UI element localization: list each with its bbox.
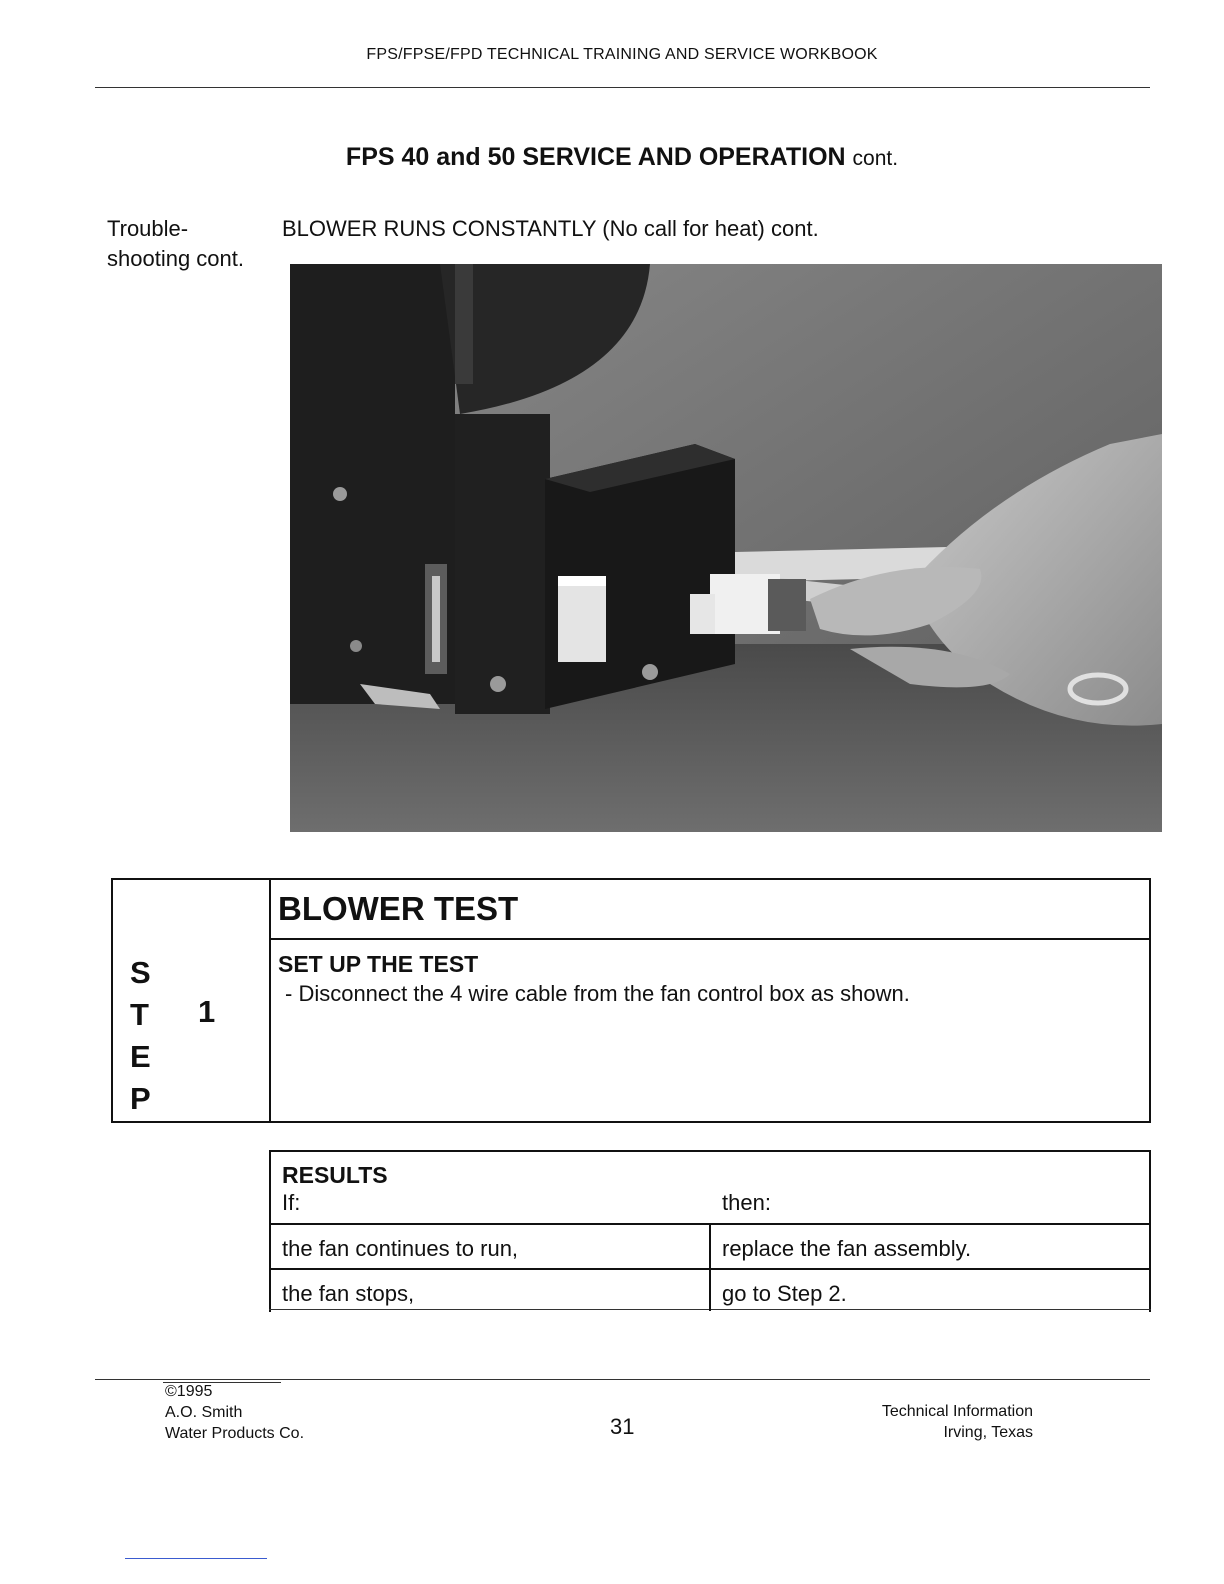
step-label bbox=[130, 952, 151, 1120]
footer-divider bbox=[95, 1379, 1150, 1380]
then-column-header: then: bbox=[722, 1190, 771, 1215]
test-title: BLOWER TEST bbox=[278, 890, 519, 927]
footer-copyright: ©1995 bbox=[165, 1383, 213, 1400]
footer-company-line-1: A.O. Smith bbox=[165, 1404, 243, 1421]
step-letter: S bbox=[130, 955, 151, 990]
step-letter: E bbox=[130, 1039, 151, 1074]
step-title-divider bbox=[269, 938, 1151, 940]
footer-dept-line-2: Irving, Texas bbox=[943, 1424, 1033, 1441]
results-heading: RESULTS bbox=[282, 1162, 388, 1188]
results-column-divider bbox=[709, 1223, 711, 1311]
step-letter: T bbox=[130, 997, 149, 1032]
page-title bbox=[0, 143, 1224, 172]
step-letter: P bbox=[130, 1081, 151, 1116]
table-cell-then: go to Step 2. bbox=[722, 1281, 847, 1306]
side-label-line-1: Trouble- bbox=[107, 216, 189, 241]
running-header: FPS/FPSE/FPD TECHNICAL TRAINING AND SERVICE WORKBOOK bbox=[366, 46, 878, 63]
page-title-text: FPS 40 and 50 SERVICE AND OPERATION bbox=[345, 143, 846, 171]
photo-illustration bbox=[290, 264, 1162, 832]
setup-heading: SET UP THE TEST bbox=[278, 951, 479, 977]
side-label bbox=[107, 214, 244, 274]
setup-instruction: - Disconnect the 4 wire cable from the fan control box as shown. bbox=[285, 981, 910, 1006]
table-cell-if: the fan continues to run, bbox=[282, 1236, 519, 1261]
footer-company-line-2: Water Products Co. bbox=[165, 1425, 305, 1442]
side-label-line-2: shooting cont. bbox=[107, 246, 244, 271]
page-title-suffix: cont. bbox=[852, 147, 899, 170]
footer-company bbox=[165, 1381, 304, 1444]
header-divider bbox=[95, 87, 1150, 88]
step-number: 1 bbox=[198, 994, 216, 1029]
bottom-link-underline bbox=[125, 1558, 267, 1559]
table-cell-if: the fan stops, bbox=[282, 1281, 415, 1306]
fan-control-box-photo bbox=[290, 264, 1162, 832]
if-column-header: If: bbox=[282, 1190, 301, 1215]
table-cell-then: replace the fan assembly. bbox=[722, 1236, 972, 1261]
footer-department bbox=[833, 1401, 1033, 1443]
footer-dept-line-1: Technical Information bbox=[881, 1403, 1033, 1420]
section-title: BLOWER RUNS CONSTANTLY (No call for heat) cont. bbox=[282, 216, 819, 241]
page-number: 31 bbox=[610, 1414, 635, 1439]
step-column-divider bbox=[269, 878, 271, 1123]
